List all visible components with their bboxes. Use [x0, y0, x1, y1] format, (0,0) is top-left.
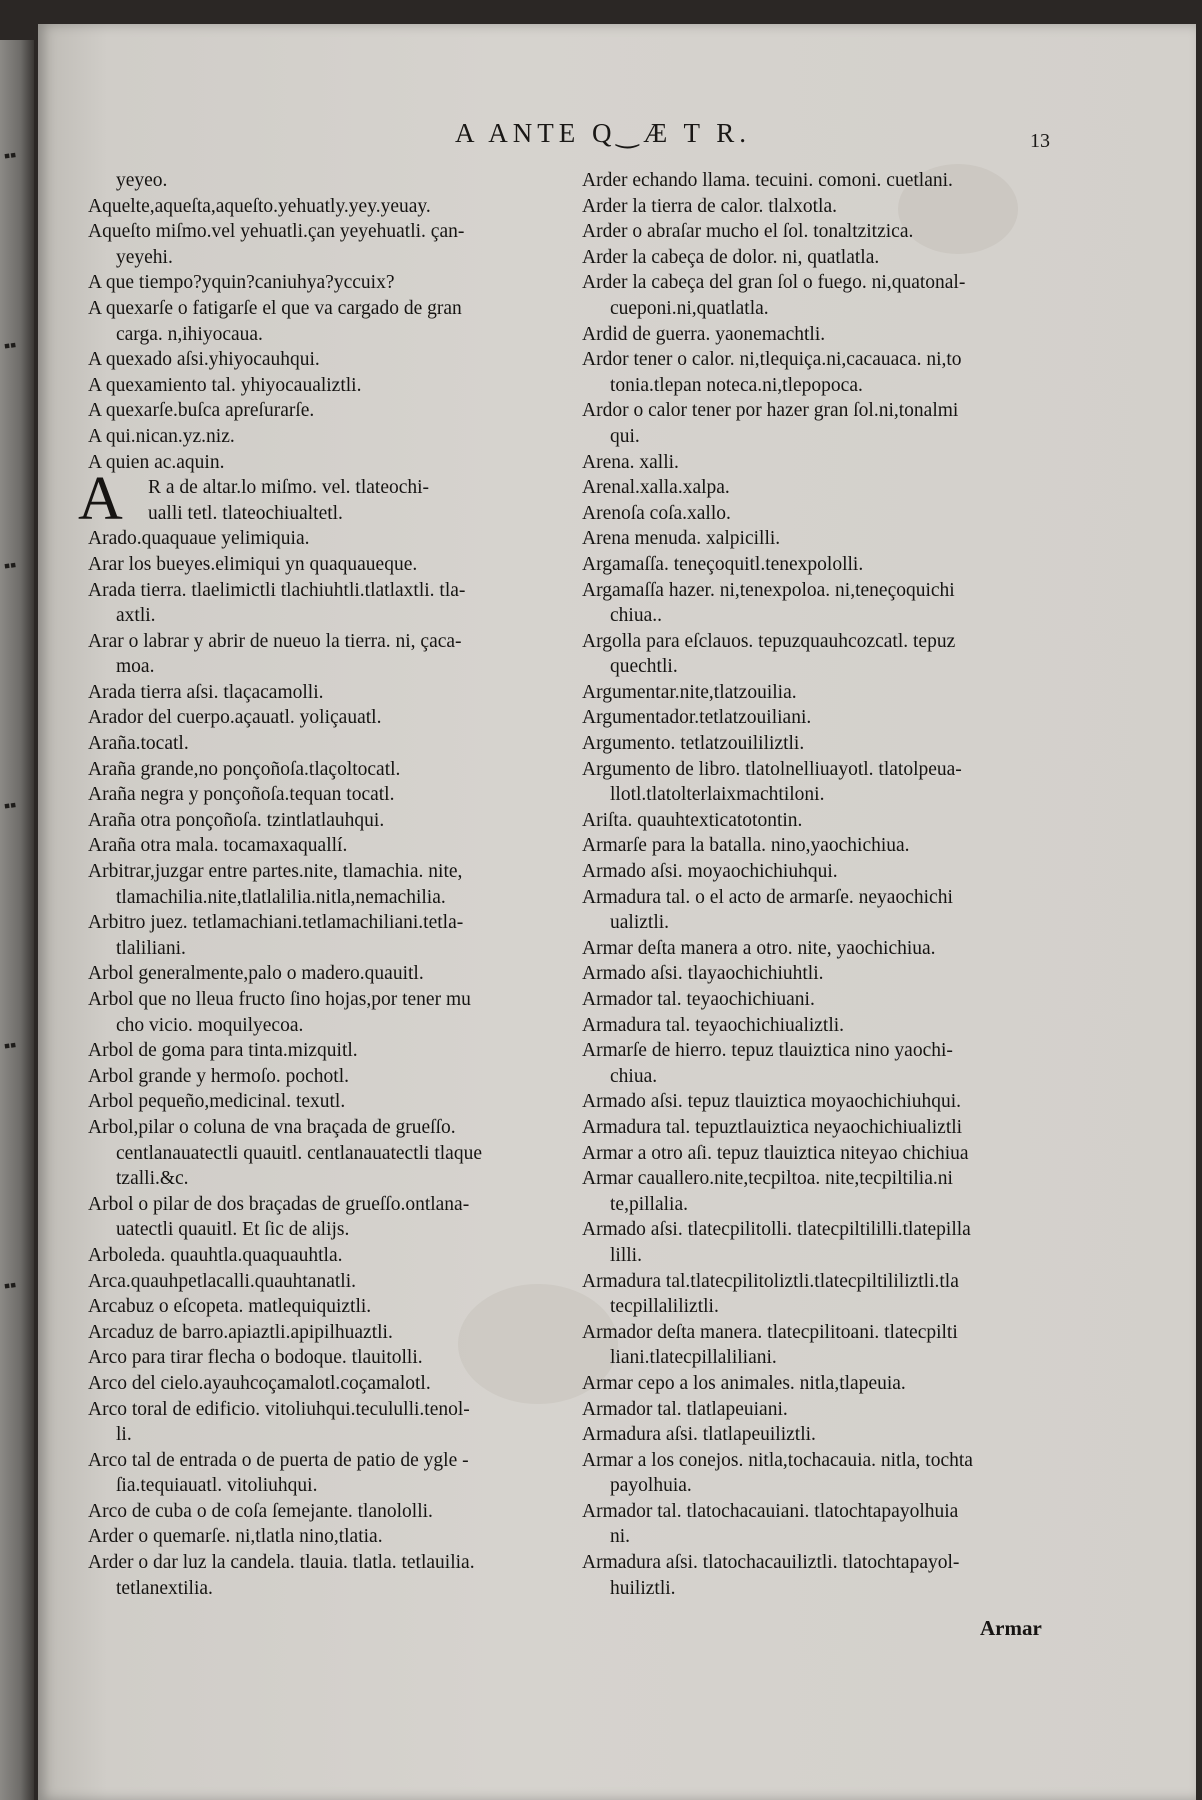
- dictionary-entry-line: Ardid de guerra. yaonemachtli.: [582, 323, 826, 345]
- dictionary-entry-line: Arco toral de edificio. vitoliuhqui.tecululli.tenol-: [88, 1398, 470, 1420]
- dictionary-entry-line: cueponi.ni,quatlatla.: [610, 297, 769, 319]
- dictionary-entry-line: Arbol o pilar de dos braçadas de grueſſo.ontlana-: [88, 1193, 470, 1215]
- dictionary-entry-line: qui.: [610, 425, 640, 447]
- dictionary-entry-line: tlaliliani.: [116, 937, 186, 959]
- right-column: [582, 168, 1052, 1601]
- dictionary-entry-line: Armar a los conejos. nitla,tochacauia. nitla, tochta: [582, 1449, 973, 1471]
- dictionary-entry-line: Arder la cabeça del gran ſol o fuego. ni,quatonal-: [582, 272, 966, 294]
- dictionary-entry-line: Arder o dar luz la candela. tlauia. tlatla. tetlauilia.: [88, 1552, 475, 1574]
- dictionary-entry-line: Arder la tierra de calor. tlalxotla.: [582, 195, 838, 217]
- dictionary-entry-line: Arco de cuba o de coſa ſemejante. tlanololli.: [88, 1500, 433, 1522]
- dictionary-entry-line: Arador del cuerpo.açauatl. yoliçauatl.: [88, 707, 382, 729]
- dictionary-entry-line: quechtli.: [610, 656, 678, 678]
- dictionary-entry-line: liani.tlatecpillaliliani.: [610, 1347, 777, 1369]
- dictionary-entry-line: llotl.tlatolterlaixmachtiloni.: [610, 784, 825, 806]
- dictionary-entry-line: yeyeo.: [116, 170, 168, 191]
- dictionary-entry-line: Arboleda. quauhtla.quaquauhtla.: [88, 1244, 343, 1266]
- dictionary-entry-line: Arar o labrar y abrir de nueuo la tierra. ni, çaca-: [88, 630, 462, 652]
- dictionary-entry-line: Armadura tal. tepuztlauiztica neyaochichiualiztli: [582, 1116, 963, 1138]
- dictionary-entry-line: tecpillaliliztli.: [610, 1296, 719, 1318]
- dictionary-entry-line: Arar los bueyes.elimiqui yn quaquaueque.: [88, 553, 418, 575]
- dictionary-entry-line: Arder la cabeça de dolor. ni, quatlatla.: [582, 246, 880, 268]
- dictionary-entry-line: ni.: [610, 1526, 631, 1548]
- dictionary-entry-line: Arbol de goma para tinta.mizquitl.: [88, 1040, 358, 1062]
- dictionary-entry-line: Arbol,pilar o coluna de vna braçada de grueſſo.: [88, 1116, 456, 1138]
- dictionary-entry-line: Arbol generalmente,palo o madero.quauitl.: [88, 963, 424, 985]
- dictionary-entry-line: R a de altar.lo miſmo. vel. tlateochi-: [148, 477, 430, 499]
- dictionary-entry-line: A quexado aſsi.yhiyocauhqui.: [88, 349, 320, 371]
- dictionary-entry-line: cho vicio. moquilyecoa.: [116, 1014, 304, 1036]
- dictionary-entry-line: Armadura aſsi. tlatochacauiliztli. tlatochtapayol-: [582, 1552, 960, 1574]
- dictionary-entry-line: Arco tal de entrada o de puerta de patio de ygle -: [88, 1449, 469, 1471]
- dictionary-entry-line: Armador tal. tlatlapeuiani.: [582, 1398, 788, 1420]
- dictionary-entry-line: tetlanextilia.: [116, 1577, 213, 1599]
- dictionary-entry-line: ſia.tequiauatl. vitoliuhqui.: [116, 1475, 318, 1497]
- dictionary-entry-line: ualiztli.: [610, 912, 670, 934]
- dictionary-entry-line: Arbitrar,juzgar entre partes.nite, tlamachia. nite,: [88, 861, 463, 883]
- dictionary-entry-line: yeyehi.: [116, 246, 173, 268]
- facing-page-fragment: ▪▪: [3, 1040, 17, 1052]
- facing-page-fragment: ▪▪: [3, 340, 17, 352]
- dictionary-entry-line: Argamaſſa. teneçoquitl.tenexpololli.: [582, 553, 864, 575]
- dictionary-entry-line: li.: [116, 1424, 132, 1446]
- dictionary-entry-line: Araña.tocatl.: [88, 733, 189, 755]
- dictionary-entry-line: Arder echando llama. tecuini. comoni. cuetlani.: [582, 170, 953, 191]
- dictionary-entry-line: Arenal.xalla.xalpa.: [582, 477, 730, 499]
- dictionary-entry-line: Armado aſsi. tepuz tlauiztica moyaochichiuhqui.: [582, 1091, 962, 1113]
- facing-page-fragment: ▪▪: [3, 800, 17, 812]
- dictionary-entry-line: uatectli quauitl. Et ſic de alijs.: [116, 1219, 350, 1241]
- facing-page-fragment: ▪▪: [3, 1280, 17, 1292]
- dictionary-entry-line: Armadura tal.tlatecpilitoliztli.tlatecpiltililiztli.tla: [582, 1270, 959, 1292]
- dictionary-entry-line: Argamaſſa hazer. ni,tenexpoloa. ni,teneçoquichi: [582, 579, 955, 601]
- dictionary-entry-line: A quien ac.aquin.: [88, 451, 225, 473]
- dictionary-entry-line: Armado aſsi. moyaochichiuhqui.: [582, 861, 838, 883]
- dictionary-entry-line: lilli.: [610, 1244, 642, 1266]
- dictionary-entry-line: Armadura tal. o el acto de armarſe. neyaochichi: [582, 886, 953, 908]
- dictionary-entry-line: Armar deſta manera a otro. nite, yaochichiua.: [582, 937, 936, 959]
- dictionary-entry-line: centlanauatectli quauitl. centlanauatectli tlaque: [116, 1142, 482, 1164]
- facing-page-fragment: ▪▪: [3, 560, 17, 572]
- dictionary-entry-line: Araña otra mala. tocamaxaquallí.: [88, 835, 348, 857]
- dictionary-entry-line: Arca.quauhpetlacalli.quauhtanatli.: [88, 1270, 357, 1292]
- dictionary-entry-line: axtli.: [116, 605, 156, 627]
- dictionary-entry-line: chiua..: [610, 605, 662, 627]
- dictionary-entry-line: Armador tal. tlatochacauiani. tlatochtapayolhuia: [582, 1500, 959, 1522]
- dictionary-entry-line: Arbol pequeño,medicinal. texutl.: [88, 1091, 346, 1113]
- dictionary-entry-line: tlamachilia.nite,tlatlalilia.nitla,nemachilia.: [116, 886, 446, 908]
- dictionary-entry-line: Armadura tal. teyaochichiualiztli.: [582, 1014, 845, 1036]
- dictionary-entry-line: Armador deſta manera. tlatecpilitoani. tlatecpilti: [582, 1321, 958, 1343]
- dictionary-entry-line: Araña grande,no ponçoñoſa.tlaçoltocatl.: [88, 758, 401, 780]
- catchword: Armar: [980, 1616, 1042, 1640]
- dictionary-entry-line: Argumentar.nite,tlatzouilia.: [582, 681, 797, 703]
- dictionary-entry-line: te,pillalia.: [610, 1193, 688, 1215]
- dictionary-entry-line: Armado aſsi. tlayaochichiuhtli.: [582, 963, 824, 985]
- dictionary-entry-line: Arena menuda. xalpicilli.: [582, 528, 781, 550]
- dictionary-entry-line: Arder o abraſar mucho el ſol. tonaltzitzica.: [582, 221, 914, 243]
- dictionary-entry-line: Arada tierra. tlaelimictli tlachiuhtli.tlatlaxtli. tla-: [88, 579, 466, 601]
- dictionary-entry-line: Arco del cielo.ayauhcoçamalotl.coçamalotl.: [88, 1372, 431, 1394]
- dictionary-entry-line: Armar a otro aſi. tepuz tlauiztica niteyao chichiua: [582, 1142, 969, 1164]
- dictionary-entry-line: tonia.tlepan noteca.ni,tlepopoca.: [610, 374, 863, 396]
- dictionary-entry-line: Arbol que no lleua fructo ſino hojas,por tener mu: [88, 989, 471, 1010]
- dictionary-entry-line: Araña negra y ponçoñoſa.tequan tocatl.: [88, 784, 395, 806]
- dictionary-entry-line: Arcabuz o eſcopeta. matlequiquiztli.: [88, 1296, 372, 1318]
- dictionary-entry-line: Armar cauallero.nite,tecpiltoa. nite,tecpiltilia.ni: [582, 1168, 953, 1190]
- dictionary-entry-line: Aqueſto miſmo.vel yehuatli.çan yeyehuatli. çan-: [88, 221, 465, 243]
- dictionary-entry-line: Arcaduz de barro.apiaztli.apipilhuaztli.: [88, 1321, 393, 1343]
- dictionary-entry-line: Arbol grande y hermoſo. pochotl.: [88, 1065, 350, 1087]
- dictionary-entry-line: A quexarſe o fatigarſe el que va cargado de gran: [88, 297, 462, 319]
- dictionary-entry-line: A quexarſe.buſca apreſurarſe.: [88, 400, 315, 422]
- dictionary-entry-line: Argumento. tetlatzouililiztli.: [582, 733, 805, 755]
- dictionary-entry-line: huiliztli.: [610, 1577, 676, 1599]
- dictionary-entry-line: Armado aſsi. tlatecpilitolli. tlatecpiltililli.tlatepilla: [582, 1219, 971, 1241]
- dictionary-entry-line: Armarſe de hierro. tepuz tlauiztica nino yaochi-: [582, 1040, 953, 1062]
- dictionary-entry-line: Armadura aſsi. tlatlapeuiliztli.: [582, 1424, 816, 1446]
- dictionary-entry-line: ualli tetl. tlateochiualtetl.: [148, 502, 343, 524]
- dictionary-entry-line: payolhuia.: [610, 1475, 692, 1497]
- dictionary-entry-line: Argumentador.tetlatzouiliani.: [582, 707, 812, 729]
- dictionary-entry-line: Armador tal. teyaochichiuani.: [582, 989, 815, 1010]
- dictionary-entry-line: Ardor tener o calor. ni,tlequiça.ni,cacauaca. ni,to: [582, 349, 962, 371]
- dictionary-entry-line: Armar cepo a los animales. nitla,tlapeuia.: [582, 1372, 906, 1394]
- dictionary-entry-line: Arada tierra aſsi. tlaçacamolli.: [88, 681, 324, 703]
- dictionary-entry-line: tzalli.&c.: [116, 1168, 189, 1190]
- dictionary-entry-line: Arco para tirar flecha o bodoque. tlauitolli.: [88, 1347, 423, 1369]
- facing-page-edge: [0, 40, 34, 1800]
- dictionary-entry-line: Argumento de libro. tlatolnelliuayotl. tlatolpeua-: [582, 758, 962, 780]
- facing-page-fragment: ▪▪: [3, 150, 17, 162]
- dictionary-entry-line: Ariſta. quauhtexticatotontin.: [582, 809, 803, 831]
- dictionary-entry-line: A quexamiento tal. yhiyocaualiztli.: [88, 374, 362, 396]
- running-head: A ANTE Q‿Æ T R.: [455, 118, 751, 148]
- dictionary-entry-line: Arena. xalli.: [582, 451, 679, 473]
- dictionary-entry-line: A que tiempo?yquin?caniuhya?yccuix?: [88, 272, 395, 294]
- dictionary-entry-line: Arado.quaquaue yelimiquia.: [88, 528, 310, 550]
- page-number: 13: [1030, 130, 1050, 152]
- dictionary-entry-line: Arbitro juez. tetlamachiani.tetlamachiliani.tetla-: [88, 912, 464, 934]
- dictionary-entry-line: A qui.nican.yz.niz.: [88, 425, 235, 447]
- dictionary-entry-line: Ardor o calor tener por hazer gran ſol.ni,tonalmi: [582, 400, 959, 422]
- drop-capital: A: [78, 465, 123, 533]
- dictionary-entry-line: Argolla para eſclauos. tepuzquauhcozcatl. tepuz: [582, 630, 956, 652]
- left-column: [88, 168, 560, 1601]
- dictionary-entry-line: Aquelte,aqueſta,aqueſto.yehuatly.yey.yeuay.: [88, 195, 431, 217]
- dictionary-entry-line: chiua.: [610, 1065, 658, 1087]
- dictionary-entry-line: Armarſe para la batalla. nino,yaochichiua.: [582, 835, 910, 857]
- dictionary-entry-line: moa.: [116, 656, 155, 678]
- dictionary-entry-line: Araña otra ponçoñoſa. tzintlatlauhqui.: [88, 809, 385, 831]
- dictionary-entry-line: Arder o quemarſe. ni,tlatla nino,tlatia.: [88, 1526, 383, 1548]
- dictionary-entry-line: Arenoſa coſa.xallo.: [582, 502, 731, 524]
- dictionary-entry-line: carga. n,ihiyocaua.: [116, 323, 263, 345]
